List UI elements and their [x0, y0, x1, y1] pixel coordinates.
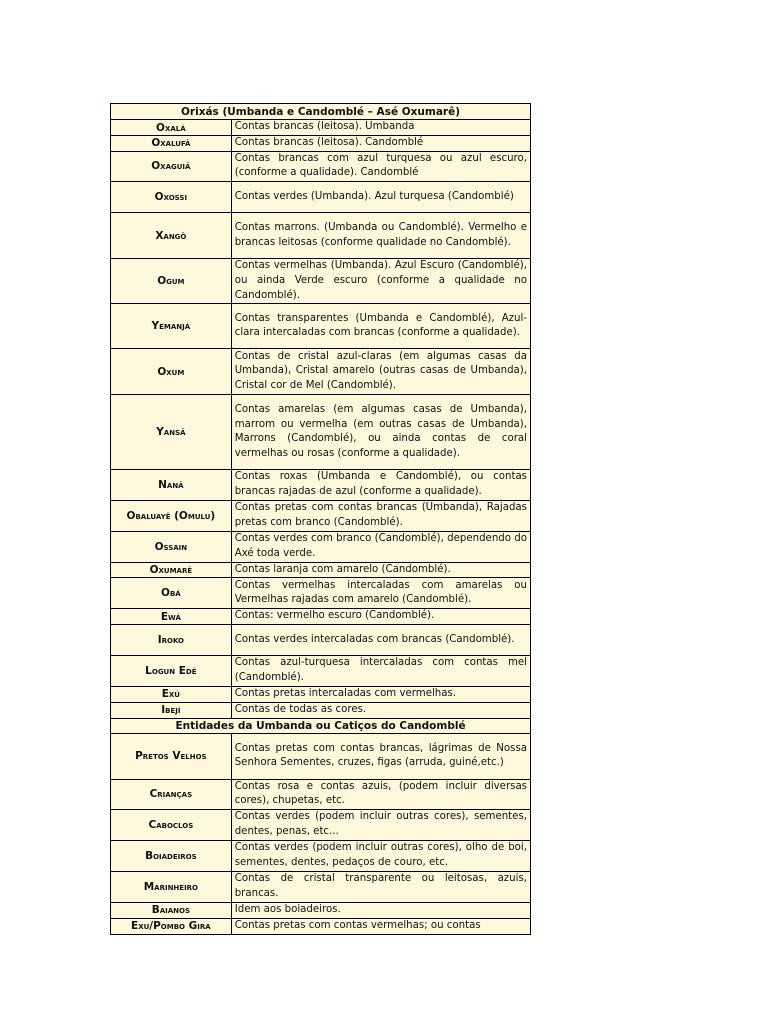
entidade-name: Pretos Velhos	[111, 733, 232, 779]
table-row	[111, 120, 531, 136]
orixa-desc: Contas brancas com azul turquesa ou azul escuro, (conforme a qualidade). Candomblé	[231, 151, 530, 181]
orixa-desc: Contas pretas intercaladas com vermelhas.	[231, 687, 530, 703]
table-row	[111, 500, 531, 531]
orixa-desc: Contas de todas as cores.	[231, 702, 530, 718]
table-row	[111, 687, 531, 703]
table-row	[111, 151, 531, 181]
orixa-name: Xangô	[111, 213, 232, 259]
table-row	[111, 779, 531, 809]
table-row	[111, 609, 531, 625]
orixa-name: Oxalufã	[111, 136, 232, 152]
orixa-name: Obaluayê (Omulu)	[111, 500, 232, 531]
table-row	[111, 918, 531, 934]
orixa-name: Obá	[111, 578, 232, 609]
orixa-desc: Contas verdes (Umbanda). Azul turquesa (Candomblé)	[231, 182, 530, 213]
table-row	[111, 531, 531, 562]
entidade-desc: Contas verdes (podem incluir outras cores), sementes, dentes, penas, etc...	[231, 810, 530, 841]
header-entidades: Entidades da Umbanda ou Catiços do Candomblé	[111, 718, 531, 733]
table-row	[111, 136, 531, 152]
entidade-desc: Contas pretas com contas vermelhas; ou contas	[231, 918, 530, 934]
entidade-desc: Idem aos boiadeiros.	[231, 903, 530, 919]
table-row	[111, 656, 531, 687]
orixa-desc: Contas vermelhas (Umbanda). Azul Escuro (Candomblé), ou ainda Verde escuro (conforme a qualidade no Candomblé).	[231, 259, 530, 304]
table-row	[111, 562, 531, 578]
orixa-name: Nanã	[111, 470, 232, 500]
orixa-name: Iroko	[111, 625, 232, 656]
table-row	[111, 841, 531, 872]
table-row	[111, 213, 531, 259]
table-row	[111, 259, 531, 304]
orixas-table	[110, 103, 531, 935]
orixa-desc: Contas brancas (leitosa). Umbanda	[231, 120, 530, 136]
entidade-name: Boiadeiros	[111, 841, 232, 872]
table-row	[111, 182, 531, 213]
orixa-desc: Contas transparentes (Umbanda e Candomblé), Azul-clara intercaladas com brancas (conforme a qualidade).	[231, 304, 530, 349]
orixa-name: Oxaguiã	[111, 151, 232, 181]
entidade-name: Baianos	[111, 903, 232, 919]
orixa-name: Ibejí	[111, 702, 232, 718]
orixa-desc: Contas de cristal azul-claras (em algumas casas da Umbanda), Cristal amarelo (outras casas de Umbanda), Cristal cor de Mel (Candomblé).	[231, 349, 530, 395]
entidade-name: Marinheiro	[111, 872, 232, 903]
orixa-name: Exú	[111, 687, 232, 703]
orixa-name: Oxumarê	[111, 562, 232, 578]
orixa-desc: Contas pretas com contas brancas (Umbanda), Rajadas pretas com branco (Candomblé).	[231, 500, 530, 531]
orixa-desc: Contas marrons. (Umbanda ou Candomblé). Vermelho e brancas leitosas (conforme qualidade no Candomblé).	[231, 213, 530, 259]
table-row	[111, 733, 531, 779]
table-header-row	[111, 718, 531, 733]
table-row	[111, 872, 531, 903]
orixa-desc: Contas vermelhas intercaladas com amarelas ou Vermelhas rajadas com amarelo (Candomblé).	[231, 578, 530, 609]
table-row	[111, 702, 531, 718]
entidade-desc: Contas pretas com contas brancas, lágrimas de Nossa Senhora Sementes, cruzes, figas (arruda, guiné,etc.)	[231, 733, 530, 779]
orixa-name: Ossain	[111, 531, 232, 562]
entidade-desc: Contas de cristal transparente ou leitosas, azuis, brancas.	[231, 872, 530, 903]
orixa-desc: Contas verdes com branco (Candomblé), dependendo do Axé toda verde.	[231, 531, 530, 562]
orixa-name: Logun Edé	[111, 656, 232, 687]
table-row	[111, 304, 531, 349]
entidade-desc: Contas verdes (podem incluir outras cores), olho de boi, sementes, dentes, pedaços de couro, etc.	[231, 841, 530, 872]
entidade-name: Caboclos	[111, 810, 232, 841]
table-row	[111, 810, 531, 841]
orixa-name: Oxossi	[111, 182, 232, 213]
orixa-name: Oxum	[111, 349, 232, 395]
orixa-desc: Contas laranja com amarelo (Candomblé).	[231, 562, 530, 578]
entidade-name: Crianças	[111, 779, 232, 809]
orixa-desc: Contas amarelas (em algumas casas de Umbanda), marrom ou vermelha (em outras casas de Umbanda), Marrons (Candomblé), ou ainda contas de coral vermelhas ou rosas (conforme a qualidade).	[231, 395, 530, 470]
orixa-desc: Contas azul-turquesa intercaladas com contas mel (Candomblé).	[231, 656, 530, 687]
orixa-desc: Contas: vermelho escuro (Candomblé).	[231, 609, 530, 625]
orixa-name: Oxalá	[111, 120, 232, 136]
orixa-name: Ewá	[111, 609, 232, 625]
table-header-row	[111, 104, 531, 120]
entidade-desc: Contas rosa e contas azuis, (podem incluir diversas cores), chupetas, etc.	[231, 779, 530, 809]
entidade-name: Exu/Pombo Gira	[111, 918, 232, 934]
table-row	[111, 395, 531, 470]
table-row	[111, 470, 531, 500]
orixa-name: Yansã	[111, 395, 232, 470]
orixa-desc: Contas brancas (leitosa). Candomblé	[231, 136, 530, 152]
orixa-name: Yemanjá	[111, 304, 232, 349]
orixa-desc: Contas roxas (Umbanda e Candomblé), ou contas brancas rajadas de azul (conforme a qualidade).	[231, 470, 530, 500]
table-row	[111, 349, 531, 395]
orixa-name: Ogum	[111, 259, 232, 304]
table-row	[111, 903, 531, 919]
table-row	[111, 625, 531, 656]
header-orixas: Orixás (Umbanda e Candomblé – Asé Oxumarê)	[111, 104, 531, 120]
table-row	[111, 578, 531, 609]
orixa-desc: Contas verdes intercaladas com brancas (Candomblé).	[231, 625, 530, 656]
